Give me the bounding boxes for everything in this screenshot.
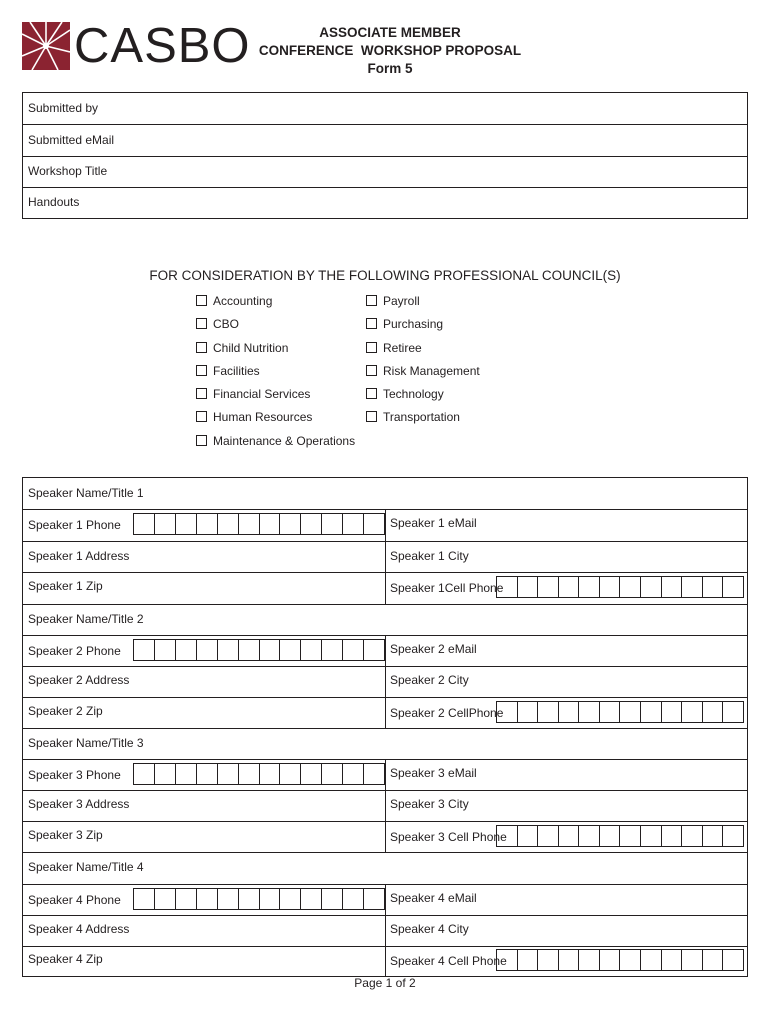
speaker-1-name-row[interactable] (23, 478, 747, 510)
council-checkbox-facilities[interactable] (196, 364, 260, 378)
workshop-title-field[interactable] (23, 156, 747, 188)
speaker-3-cell-input[interactable] (496, 825, 744, 847)
council-label: Maintenance & Operations (213, 434, 356, 448)
submitted-email-field[interactable] (23, 125, 747, 157)
checkbox-icon[interactable] (366, 411, 377, 422)
submitted-email-label: Submitted eMail (28, 133, 115, 147)
speaker-1-email-field[interactable] (385, 509, 477, 541)
speaker-1-city-field[interactable] (385, 541, 469, 572)
speaker-2-email-field[interactable] (385, 635, 477, 666)
speaker-4-name-label: Speaker Name/Title 4 (28, 860, 144, 874)
handouts-field[interactable] (23, 187, 747, 218)
speaker-2-cell-label: Speaker 2 CellPhone (390, 706, 504, 720)
council-checkbox-financial-services[interactable] (196, 387, 310, 401)
speaker-3-phone-input[interactable] (133, 763, 385, 785)
speaker-2-cell-input[interactable] (496, 701, 744, 723)
speaker-3-cell-field (385, 821, 507, 852)
council-checkbox-retiree[interactable] (366, 341, 422, 355)
council-checkbox-payroll[interactable] (366, 294, 420, 308)
form-title (220, 24, 560, 78)
speaker-4-zip-label: Speaker 4 Zip (28, 952, 103, 966)
checkbox-icon[interactable] (196, 435, 207, 446)
speaker-4-zip-row (23, 946, 747, 977)
title-line-2: CONFERENCE WORKSHOP PROPOSAL (258, 43, 522, 58)
speaker-4-cell-field (385, 946, 507, 977)
council-label: Facilities (213, 364, 260, 378)
speaker-3-zip-label: Speaker 3 Zip (28, 828, 103, 842)
speaker-4-city-label: Speaker 4 City (390, 922, 469, 936)
workshop-title-label: Workshop Title (28, 164, 108, 178)
council-checkbox-human-resources[interactable] (196, 410, 312, 424)
speaker-3-city-field[interactable] (385, 790, 469, 821)
checkbox-icon[interactable] (196, 295, 207, 306)
page-number: Page 1 of 2 (354, 976, 416, 990)
speaker-3-email-field[interactable] (385, 759, 477, 790)
council-label: Financial Services (213, 387, 311, 401)
speaker-4-phone-row (23, 884, 747, 916)
checkbox-icon[interactable] (366, 318, 377, 329)
council-checkbox-transportation[interactable] (366, 410, 460, 424)
speaker-2-phone-label: Speaker 2 Phone (28, 644, 121, 658)
submitted-by-field[interactable] (23, 93, 747, 125)
speaker-3-name-row[interactable] (23, 728, 747, 760)
speaker-table (22, 477, 748, 977)
speaker-3-phone-label: Speaker 3 Phone (28, 768, 121, 782)
council-label: Risk Management (383, 364, 480, 378)
council-label: Human Resources (213, 410, 313, 424)
speaker-3-cell-label: Speaker 3 Cell Phone (390, 830, 507, 844)
speaker-1-address-row (23, 541, 747, 573)
council-label: Accounting (213, 294, 273, 308)
speaker-2-city-field[interactable] (385, 666, 469, 697)
council-checkbox-accounting[interactable] (196, 294, 272, 308)
speaker-1-name-label: Speaker Name/Title 1 (28, 486, 144, 500)
checkbox-icon[interactable] (196, 411, 207, 422)
speaker-4-name-row[interactable] (23, 852, 747, 885)
council-checkbox-technology[interactable] (366, 387, 444, 401)
speaker-4-email-label: Speaker 4 eMail (390, 891, 477, 905)
speaker-4-cell-input[interactable] (496, 949, 744, 971)
speaker-2-name-label: Speaker Name/Title 2 (28, 612, 144, 626)
speaker-2-cell-field (385, 697, 504, 728)
council-checkbox-purchasing[interactable] (366, 317, 443, 331)
speaker-3-city-label: Speaker 3 City (390, 797, 469, 811)
speaker-2-address-row (23, 666, 747, 698)
speaker-2-phone-row (23, 635, 747, 667)
title-line-1: ASSOCIATE MEMBER (319, 25, 461, 40)
council-label: CBO (213, 317, 240, 331)
speaker-1-email-label: Speaker 1 eMail (390, 516, 477, 530)
speaker-1-phone-row (23, 509, 747, 542)
council-checkbox-maintenance-operations[interactable] (196, 434, 355, 448)
logo-wordmark: CASBO (74, 19, 251, 73)
speaker-4-address-row (23, 915, 747, 947)
speaker-2-phone-input[interactable] (133, 639, 385, 661)
checkbox-icon[interactable] (196, 342, 207, 353)
council-label: Purchasing (383, 317, 444, 331)
speaker-4-phone-input[interactable] (133, 888, 385, 910)
speaker-2-zip-label: Speaker 2 Zip (28, 704, 103, 718)
speaker-2-zip-row (23, 697, 747, 729)
checkbox-icon[interactable] (366, 365, 377, 376)
council-checkbox-child-nutrition[interactable] (196, 341, 288, 355)
speaker-3-phone-row (23, 759, 747, 791)
speaker-1-zip-row (23, 572, 747, 605)
council-checkbox-risk-management[interactable] (366, 364, 480, 378)
speaker-3-address-row (23, 790, 747, 822)
speaker-4-address-label: Speaker 4 Address (28, 922, 130, 936)
checkbox-icon[interactable] (366, 388, 377, 399)
speaker-1-address-label: Speaker 1 Address (28, 549, 130, 563)
checkbox-icon[interactable] (196, 365, 207, 376)
speaker-2-city-label: Speaker 2 City (390, 673, 469, 687)
speaker-1-zip-label: Speaker 1 Zip (28, 579, 103, 593)
checkbox-icon[interactable] (196, 388, 207, 399)
council-label: Technology (383, 387, 444, 401)
speaker-3-address-label: Speaker 3 Address (28, 797, 130, 811)
handouts-label: Handouts (28, 195, 80, 209)
speaker-2-name-row[interactable] (23, 604, 747, 636)
checkbox-icon[interactable] (196, 318, 207, 329)
council-checkbox-cbo[interactable] (196, 317, 239, 331)
speaker-1-cell-label: Speaker 1Cell Phone (390, 581, 504, 595)
speaker-4-email-field[interactable] (385, 884, 477, 915)
speaker-1-cell-input[interactable] (496, 576, 744, 598)
speaker-4-phone-label: Speaker 4 Phone (28, 893, 121, 907)
checkbox-icon[interactable] (366, 295, 377, 306)
speaker-1-phone-input[interactable] (133, 513, 385, 535)
speaker-1-cell-field (385, 572, 504, 604)
speaker-3-name-label: Speaker Name/Title 3 (28, 736, 144, 750)
council-label: Transportation (383, 410, 460, 424)
speaker-2-address-label: Speaker 2 Address (28, 673, 130, 687)
submission-info-box (22, 92, 748, 219)
speaker-2-email-label: Speaker 2 eMail (390, 642, 477, 656)
speaker-1-city-label: Speaker 1 City (390, 549, 469, 563)
speaker-1-phone-label: Speaker 1 Phone (28, 518, 121, 532)
casbo-logo (22, 19, 251, 73)
council-label: Child Nutrition (213, 341, 289, 355)
speaker-4-cell-label: Speaker 4 Cell Phone (390, 954, 507, 968)
council-label: Payroll (383, 294, 420, 308)
council-heading: FOR CONSIDERATION BY THE FOLLOWING PROFESSIONAL COUNCIL(S) (149, 268, 621, 283)
speaker-4-city-field[interactable] (385, 915, 469, 946)
submitted-by-label: Submitted by (28, 101, 99, 115)
speaker-3-email-label: Speaker 3 eMail (390, 766, 477, 780)
council-label: Retiree (383, 341, 422, 355)
checkbox-icon[interactable] (366, 342, 377, 353)
speaker-3-zip-row (23, 821, 747, 853)
casbo-starburst-icon (22, 22, 70, 70)
title-line-3: Form 5 (367, 61, 413, 76)
